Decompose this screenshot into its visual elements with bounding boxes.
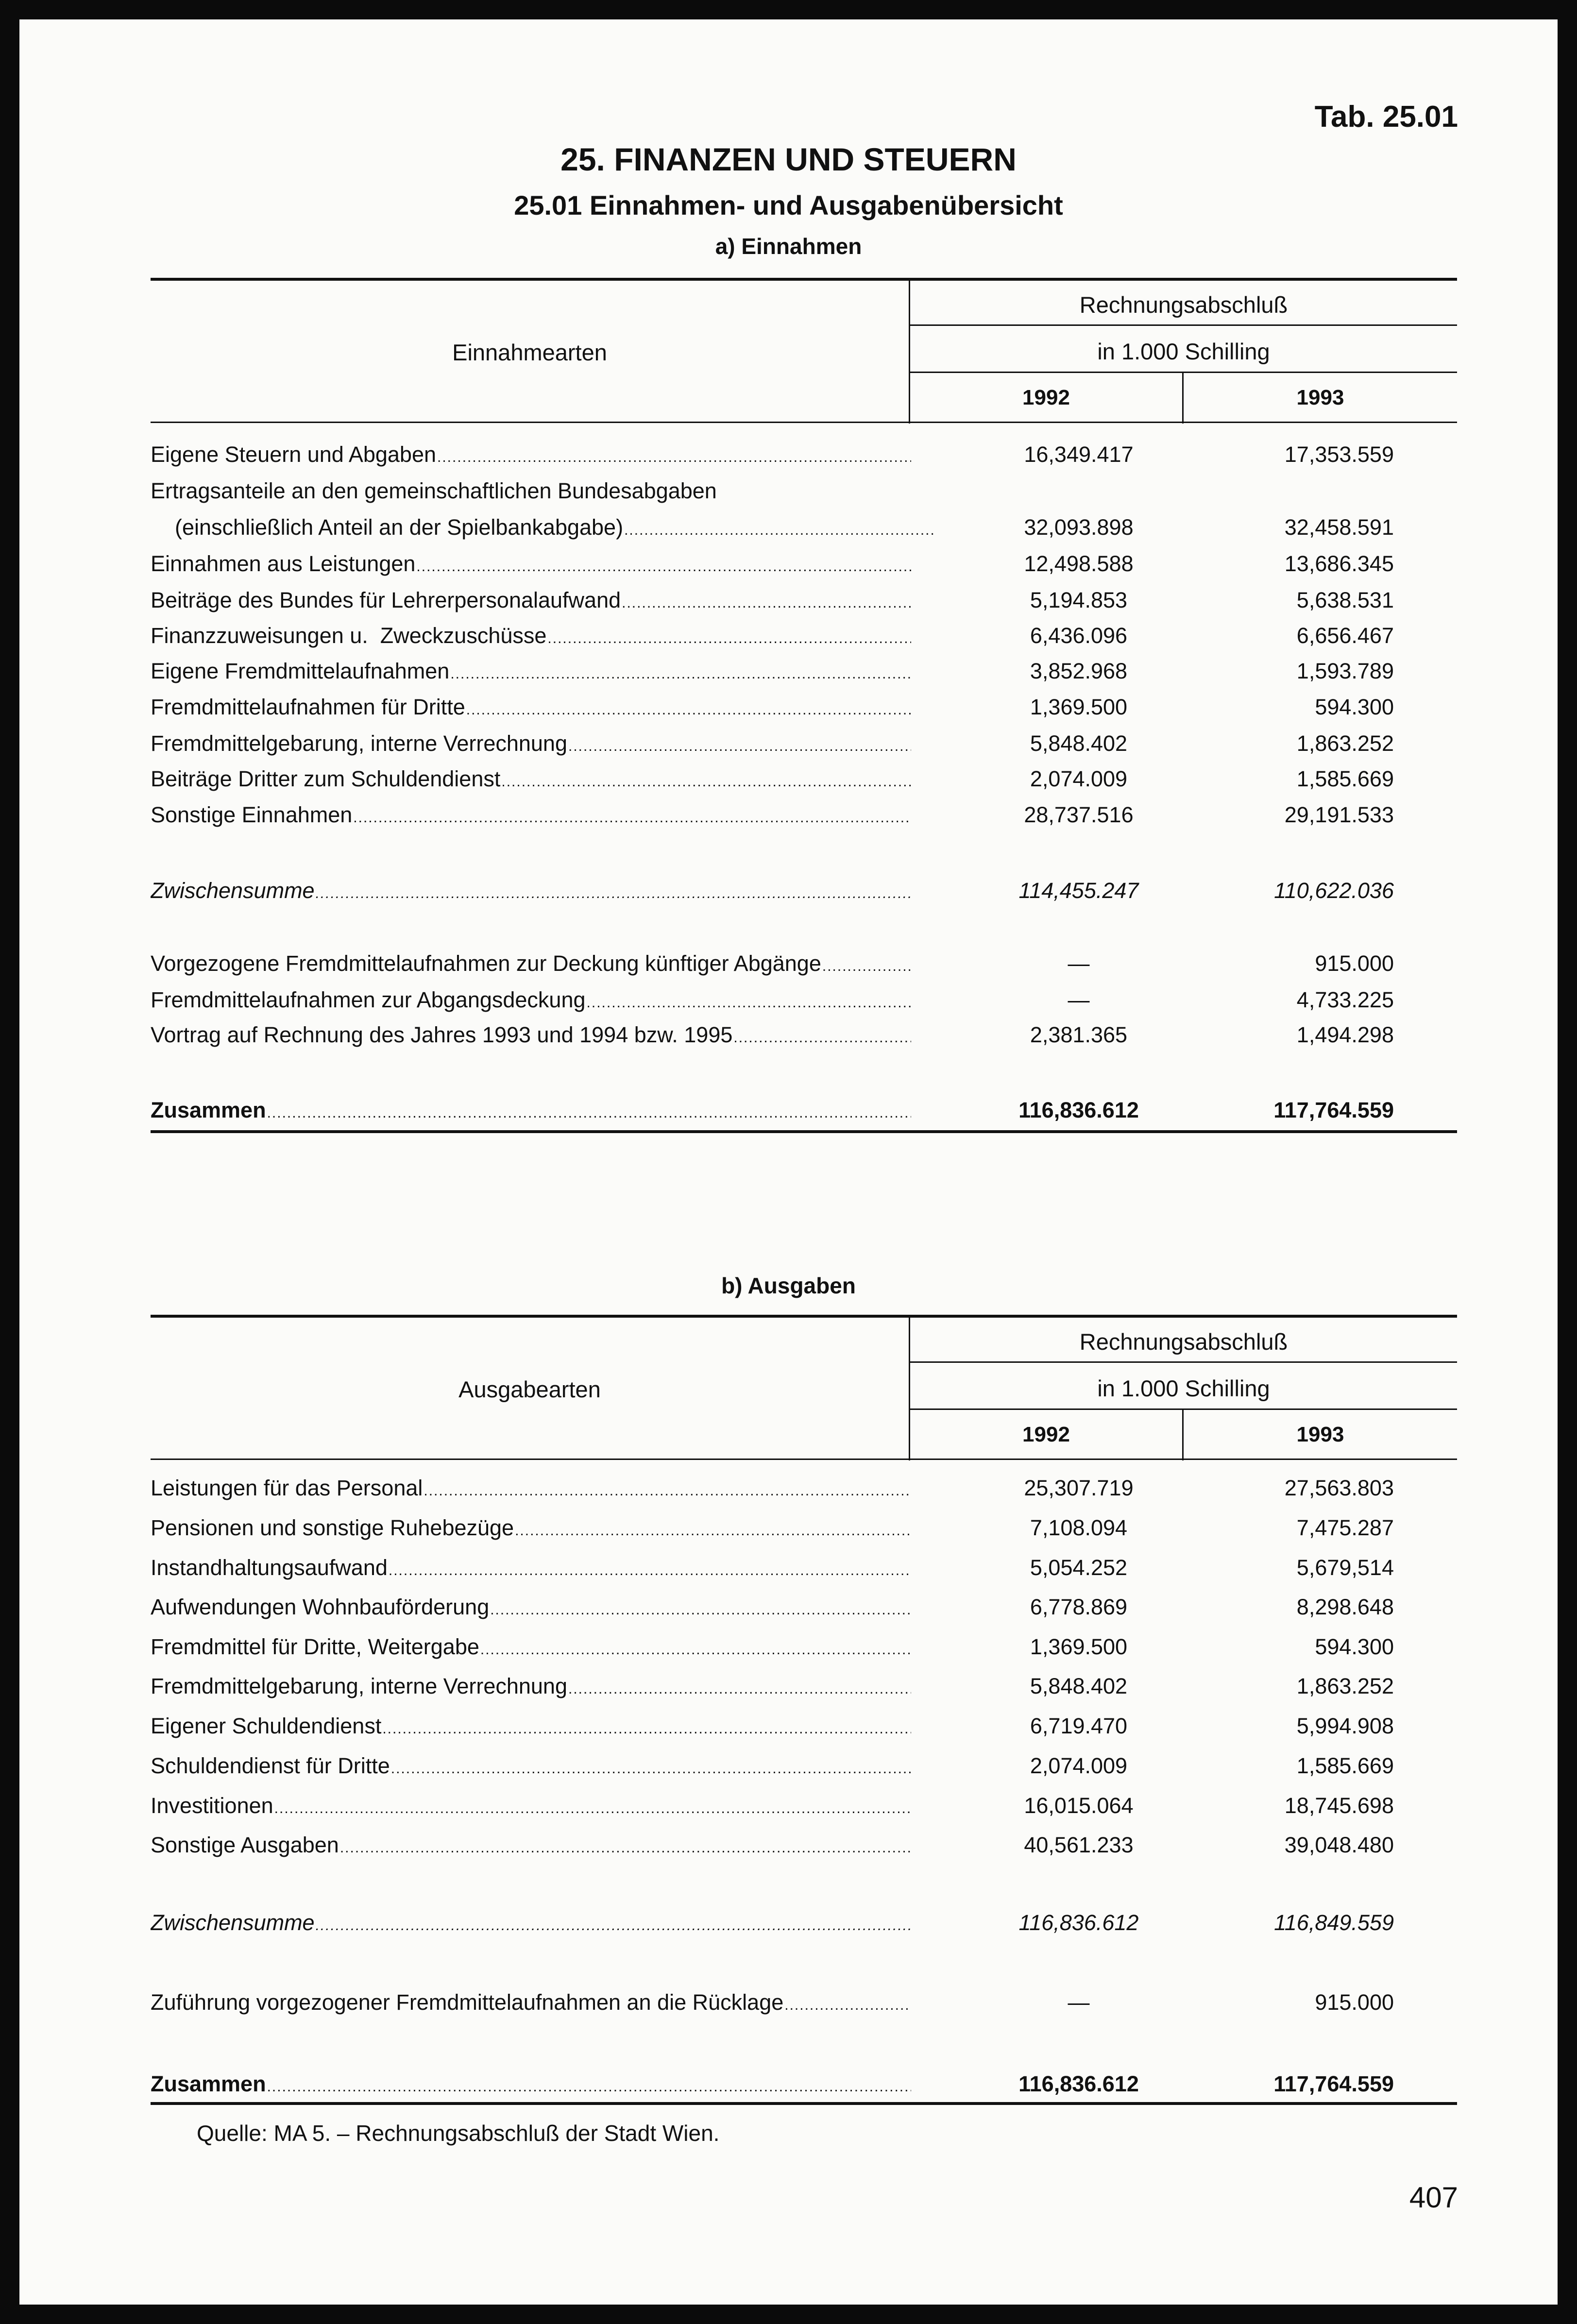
value-1993: 117,764.559 [1273, 2071, 1394, 2096]
table-row [151, 951, 1457, 980]
row-label: Eigener Schuldendienst [151, 1713, 382, 1738]
header-bottom-rule [151, 1459, 1457, 1460]
section-b-subtitle: b) Ausgaben [721, 1273, 856, 1298]
table-row [151, 766, 1457, 796]
row-label: Investitionen [151, 1793, 273, 1818]
table-row [151, 1634, 1457, 1663]
row-label: Sonstige Ausgaben [151, 1832, 339, 1857]
value-1992: 116,836.612 [1018, 2071, 1139, 2096]
table-row [151, 731, 1457, 760]
table-row [151, 1515, 1457, 1544]
value-1992: 28,737.516 [1024, 802, 1134, 827]
year-header-1992: 1992 [1022, 1423, 1070, 1446]
page-number: 407 [1409, 2181, 1458, 2214]
value-1992: 25,307.719 [1024, 1476, 1134, 1500]
value-1992: 6,436.096 [1030, 623, 1128, 648]
value-1993: 1,593.789 [1296, 659, 1394, 683]
value-1992: 3,852.968 [1030, 659, 1128, 683]
table-top-rule [151, 1315, 1457, 1318]
row-label: Fremdmittelaufnahmen zur Abgangsdeckung [151, 987, 586, 1012]
row-label: (einschließlich Anteil an der Spielbankabgabe) [175, 515, 624, 540]
header-divider-group [909, 324, 1457, 326]
table-row [151, 695, 1457, 724]
value-1992: 2,074.009 [1030, 1753, 1128, 1778]
header-divider-group [909, 1361, 1457, 1363]
table-row [151, 623, 1457, 652]
value-1993: 6,656.467 [1296, 623, 1394, 648]
subtotal-row [151, 878, 1457, 907]
table-row [151, 551, 1457, 580]
row-label: Fremdmittelgebarung, interne Verrechnung [151, 1674, 567, 1698]
row-label: Instandhaltungsaufwand [151, 1555, 388, 1580]
value-1993: 110,622.036 [1274, 878, 1394, 903]
value-1992: 16,015.064 [1024, 1793, 1134, 1818]
table-bottom-rule [151, 2102, 1457, 2105]
row-label: Sonstige Einnahmen [151, 802, 353, 827]
header-bottom-rule [151, 422, 1457, 423]
stub-header: Einnahmearten [452, 339, 607, 365]
value-1993: 18,745.698 [1284, 1793, 1394, 1818]
value-1992: 114,455.247 [1018, 878, 1139, 903]
year-header-1993: 1993 [1296, 386, 1344, 409]
row-label: Vortrag auf Rechnung des Jahres 1993 und 1994 bzw. 1995 [151, 1022, 733, 1047]
value-1993: 17,353.559 [1284, 442, 1394, 467]
table-top-rule [151, 278, 1457, 281]
row-label: Pensionen und sonstige Ruhebezüge [151, 1515, 514, 1540]
table-row [151, 442, 1457, 471]
table-row [151, 987, 1457, 1017]
value-1993: 594.300 [1315, 695, 1394, 719]
value-1993: 4,733.225 [1296, 987, 1394, 1012]
row-label: Zwischensumme [151, 878, 315, 903]
value-1993: 8,298.648 [1296, 1595, 1394, 1619]
row-label: Schuldendienst für Dritte [151, 1753, 390, 1778]
table-row [151, 1476, 1457, 1505]
value-1993: 29,191.533 [1284, 802, 1394, 827]
table-row [151, 1674, 1457, 1703]
table-row [151, 588, 1457, 617]
value-1992: 1,369.500 [1030, 695, 1128, 719]
table-row [151, 659, 1457, 688]
year-header-1993: 1993 [1296, 1423, 1344, 1446]
row-label: Zusammen [151, 1098, 266, 1122]
group-header: Rechnungsabschluß [1079, 292, 1288, 318]
value-1993: 13,686.345 [1284, 551, 1394, 576]
subtotal-row [151, 1910, 1457, 1939]
table-number: Tab. 25.01 [1314, 100, 1458, 134]
table-row [151, 1753, 1457, 1782]
value-1992: 1,369.500 [1030, 1634, 1128, 1659]
value-1992: 6,778.869 [1030, 1595, 1128, 1619]
value-1993: 7,475.287 [1296, 1515, 1394, 1540]
einnahmen-table [151, 0, 1457, 1166]
value-1992: 32,093.898 [1024, 515, 1134, 540]
section-a-subtitle: a) Einnahmen [715, 234, 862, 259]
total-row [151, 2071, 1457, 2101]
table-row [151, 1713, 1457, 1743]
row-label: Zuführung vorgezogener Fremdmittelaufnahmen an die Rücklage [151, 1990, 784, 2015]
row-label: Finanzzuweisungen u. Zweckzuschüsse [151, 623, 547, 648]
row-label: Einnahmen aus Leistungen [151, 551, 416, 576]
row-label: Eigene Steuern und Abgaben [151, 442, 437, 467]
table-row [151, 1832, 1457, 1862]
row-label: Aufwendungen Wohnbauförderung [151, 1595, 490, 1619]
table-row [151, 1555, 1457, 1584]
row-label: Vorgezogene Fremdmittelaufnahmen zur Deckung künftiger Abgänge [151, 951, 821, 976]
value-1993: 27,563.803 [1284, 1476, 1394, 1500]
row-label: Beiträge des Bundes für Lehrerpersonalaufwand [151, 588, 621, 612]
value-1993: 1,863.252 [1296, 1674, 1394, 1698]
value-1993: 915.000 [1315, 1990, 1394, 2015]
value-1992: 12,498.588 [1024, 551, 1134, 576]
value-1992: 5,054.252 [1030, 1555, 1128, 1580]
table-row [151, 1793, 1457, 1822]
row-label: Zwischensumme [151, 1910, 315, 1935]
unit-header: in 1.000 Schilling [1097, 339, 1270, 364]
value-1993: 594.300 [1315, 1634, 1394, 1659]
table-row [151, 1990, 1457, 2019]
value-1992: 6,719.470 [1030, 1713, 1128, 1738]
row-label: Ertragsanteile an den gemeinschaftlichen Bundesabgaben [151, 478, 717, 503]
value-1992: 7,108.094 [1030, 1515, 1128, 1540]
table-row [151, 478, 1457, 508]
table-row [151, 515, 1457, 544]
value-1993: 5,994.908 [1296, 1713, 1394, 1738]
value-1993: 5,679,514 [1296, 1555, 1394, 1580]
table-title: 25.01 Einnahmen- und Ausgabenübersicht [514, 190, 1063, 221]
value-1992: 2,074.009 [1030, 766, 1128, 791]
value-1993: 1,494.298 [1296, 1022, 1394, 1047]
value-1993: 39,048.480 [1284, 1832, 1394, 1857]
source-note: Quelle: MA 5. – Rechnungsabschluß der Stadt Wien. [197, 2120, 720, 2146]
value-1992: 5,848.402 [1030, 731, 1128, 756]
value-1993: 117,764.559 [1273, 1098, 1394, 1122]
year-header-1992: 1992 [1022, 386, 1070, 409]
row-label: Fremdmittelgebarung, interne Verrechnung [151, 731, 567, 756]
unit-header: in 1.000 Schilling [1097, 1375, 1270, 1401]
value-1993: 1,585.669 [1296, 766, 1394, 791]
table-row [151, 802, 1457, 831]
value-1992: 116,836.612 [1018, 1098, 1139, 1122]
value-1993: 915.000 [1315, 951, 1394, 976]
value-1993: 1,585.669 [1296, 1753, 1394, 1778]
value-1992: 5,194.853 [1030, 588, 1128, 612]
value-1992: 16,349.417 [1024, 442, 1134, 467]
row-label: Fremdmittelaufnahmen für Dritte [151, 695, 465, 719]
row-label: Leistungen für das Personal [151, 1476, 423, 1500]
value-1992: 2,381.365 [1030, 1022, 1128, 1047]
value-1992: 40,561.233 [1024, 1832, 1134, 1857]
value-1993: 32,458.591 [1284, 515, 1394, 540]
value-1992: 116,836.612 [1018, 1910, 1139, 1935]
value-1993: 1,863.252 [1296, 731, 1394, 756]
value-1992: — [1068, 951, 1090, 976]
row-label: Beiträge Dritter zum Schuldendienst [151, 766, 501, 791]
value-1992: 5,848.402 [1030, 1674, 1128, 1698]
ausgaben-table [151, 1037, 1457, 2130]
table-row [151, 1595, 1457, 1624]
value-1992: — [1068, 1990, 1090, 2015]
row-label: Eigene Fremdmittelaufnahmen [151, 659, 450, 683]
group-header: Rechnungsabschluß [1079, 1329, 1288, 1355]
chapter-title: 25. FINANZEN UND STEUERN [560, 141, 1017, 177]
stub-header: Ausgabearten [458, 1376, 601, 1402]
value-1993: 5,638.531 [1296, 588, 1394, 612]
row-label: Zusammen [151, 2071, 266, 2096]
value-1993: 116,849.559 [1274, 1910, 1394, 1935]
value-1992: — [1068, 987, 1090, 1012]
row-label: Fremdmittel für Dritte, Weitergabe [151, 1634, 479, 1659]
